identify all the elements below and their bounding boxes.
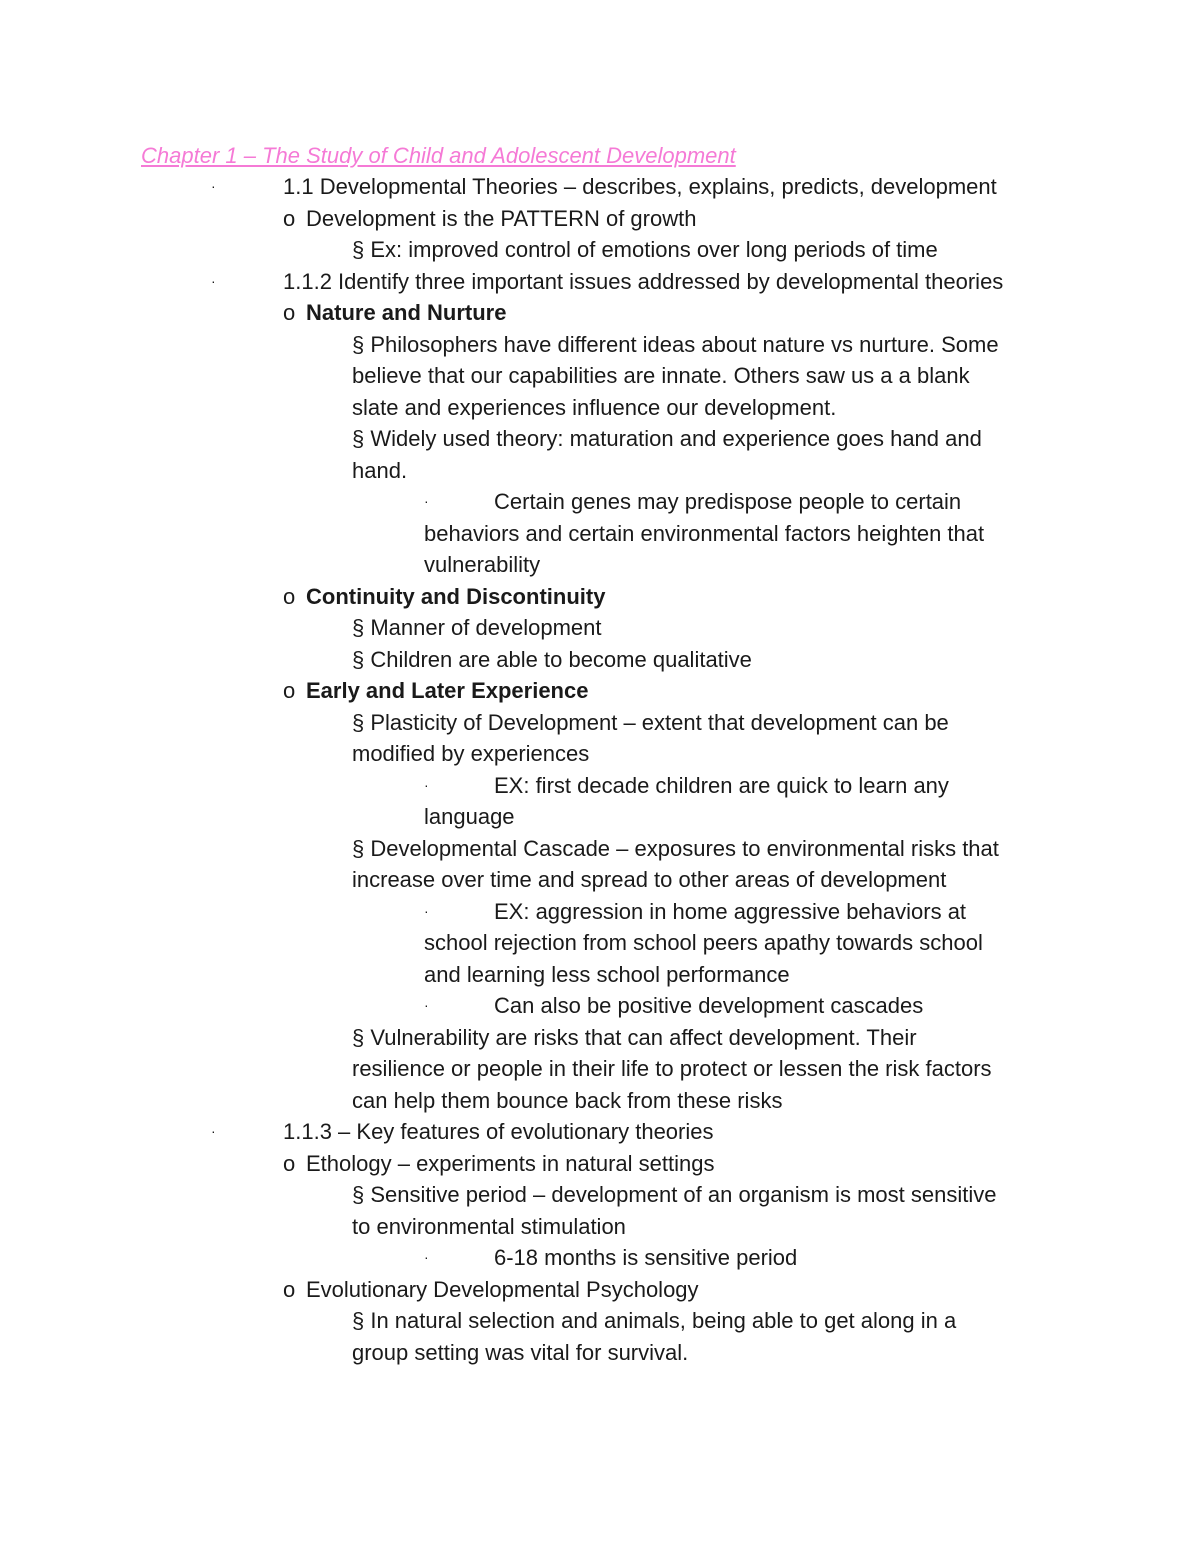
- outline-line: [0, 1022, 1200, 1054]
- outline-text: § Ex: improved control of emotions over long periods of time: [352, 237, 938, 262]
- outline-text: Ethology – experiments in natural settings: [306, 1150, 715, 1176]
- outline-line: [0, 1337, 1200, 1369]
- outline-line: [0, 959, 1200, 991]
- outline-line: [0, 423, 1200, 455]
- outline-text: Certain genes may predispose people to certain: [494, 489, 962, 514]
- outline-line: [0, 203, 1200, 235]
- outline-line: [0, 234, 1200, 266]
- dot-bullet: ·: [211, 178, 216, 194]
- outline-line: [0, 1305, 1200, 1337]
- section-heading: Early and Later Experience: [306, 678, 589, 703]
- outline-text: 1.1 Developmental Theories – describes, explains, predicts, development: [283, 174, 997, 199]
- outline-line: [0, 707, 1200, 739]
- outline-text: behaviors and certain environmental factors heighten that: [424, 520, 985, 546]
- outline-text: and learning less school performance: [424, 961, 790, 987]
- outline-line: [0, 1274, 1200, 1306]
- outline-line: [0, 644, 1200, 676]
- circle-bullet: o: [283, 205, 296, 231]
- dot-bullet: ·: [424, 493, 429, 509]
- section-heading: Nature and Nurture: [306, 300, 507, 325]
- circle-bullet: o: [283, 300, 296, 325]
- outline-line: [0, 329, 1200, 361]
- outline-text: 6-18 months is sensitive period: [494, 1245, 798, 1270]
- outline-text: § Philosophers have different ideas about nature vs nurture. Some: [352, 331, 999, 357]
- outline-text: § Children are able to become qualitative: [352, 646, 752, 672]
- outline-text: § Developmental Cascade – exposures to environmental risks that: [352, 835, 999, 861]
- outline-text: believe that our capabilities are innate. Others saw us a a blank: [352, 363, 970, 388]
- dot-bullet: ·: [424, 902, 429, 919]
- notes-outline: [0, 171, 1200, 1368]
- outline-text: language: [424, 804, 515, 829]
- dot-bullet: ·: [211, 1123, 216, 1139]
- dot-bullet: ·: [424, 1249, 429, 1265]
- outline-text: EX: first decade children are quick to learn any: [494, 772, 949, 798]
- outline-line: [0, 990, 1200, 1022]
- outline-line: [0, 1053, 1200, 1085]
- outline-text: 1.1.2 Identify three important issues addressed by developmental theories: [283, 268, 1004, 294]
- outline-text: resilience or people in their life to protect or lessen the risk factors: [352, 1056, 992, 1081]
- outline-line: [0, 801, 1200, 833]
- outline-text: § Sensitive period – development of an organism is most sensitive: [352, 1182, 997, 1207]
- outline-line: [0, 1242, 1200, 1274]
- outline-line: [0, 738, 1200, 770]
- outline-line: [0, 1085, 1200, 1117]
- outline-text: group setting was vital for survival.: [352, 1339, 689, 1365]
- outline-line: [0, 612, 1200, 644]
- outline-text: vulnerability: [424, 552, 541, 577]
- outline-line: [0, 1148, 1200, 1180]
- outline-text: § In natural selection and animals, being able to get along in a: [352, 1308, 957, 1333]
- circle-bullet: o: [283, 583, 296, 609]
- outline-text: Development is the PATTERN of growth: [306, 205, 697, 231]
- outline-line: [0, 518, 1200, 550]
- outline-text: increase over time and spread to other areas of development: [352, 867, 947, 892]
- section-heading: Continuity and Discontinuity: [306, 583, 606, 609]
- outline-text: § Manner of development: [352, 615, 602, 640]
- outline-line: [0, 833, 1200, 865]
- outline-text: § Plasticity of Development – extent that development can be: [352, 709, 949, 735]
- outline-line: [0, 927, 1200, 959]
- outline-text: slate and experiences influence our development.: [352, 394, 837, 420]
- outline-line: [0, 1211, 1200, 1243]
- outline-line: [0, 360, 1200, 392]
- outline-text: § Widely used theory: maturation and experience goes hand and: [352, 426, 982, 451]
- outline-line: [0, 266, 1200, 298]
- outline-line: [0, 675, 1200, 707]
- outline-line: [0, 864, 1200, 896]
- outline-text: hand.: [352, 457, 408, 483]
- outline-line: [0, 770, 1200, 802]
- outline-line: [0, 297, 1200, 329]
- outline-text: to environmental stimulation: [352, 1213, 626, 1239]
- dot-bullet: ·: [424, 997, 429, 1013]
- outline-text: Can also be positive development cascades: [494, 993, 924, 1018]
- outline-text: 1.1.3 – Key features of evolutionary theories: [283, 1119, 714, 1144]
- outline-line: [0, 1116, 1200, 1148]
- chapter-title: Chapter 1 – The Study of Child and Adolescent Development: [141, 143, 736, 168]
- outline-text: can help them bounce back from these risks: [352, 1087, 783, 1113]
- circle-bullet: o: [283, 1276, 296, 1302]
- outline-text: § Vulnerability are risks that can affect development. Their: [352, 1024, 917, 1050]
- dot-bullet: ·: [211, 272, 216, 289]
- outline-text: school rejection from school peers apathy towards school: [424, 930, 983, 955]
- circle-bullet: o: [283, 678, 296, 703]
- outline-line: [0, 581, 1200, 613]
- outline-line: [0, 486, 1200, 518]
- circle-bullet: o: [283, 1150, 296, 1176]
- outline-line: [0, 896, 1200, 928]
- outline-line: [0, 549, 1200, 581]
- dot-bullet: ·: [424, 776, 429, 793]
- outline-line: [0, 455, 1200, 487]
- outline-text: Evolutionary Developmental Psychology: [306, 1276, 699, 1302]
- outline-line: [0, 1179, 1200, 1211]
- outline-text: modified by experiences: [352, 741, 590, 766]
- outline-line: [0, 392, 1200, 424]
- outline-line: [0, 171, 1200, 203]
- outline-text: EX: aggression in home aggressive behaviors at: [494, 898, 967, 924]
